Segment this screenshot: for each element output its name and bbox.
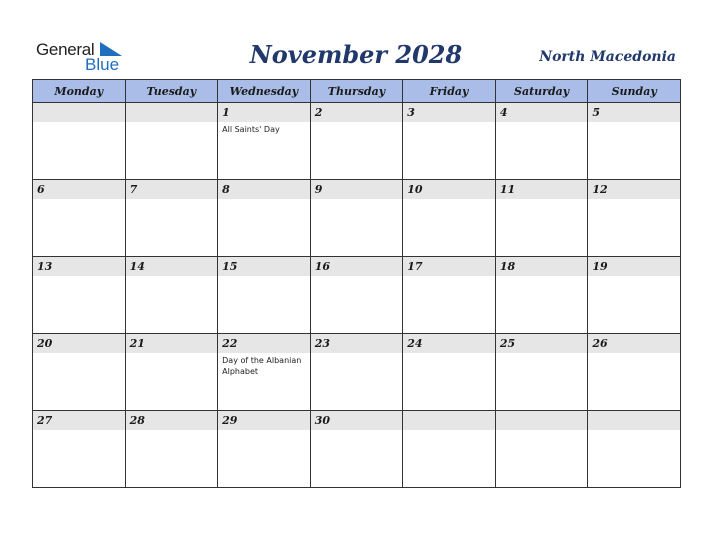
day-number: 12 (588, 180, 680, 199)
day-cell (125, 180, 218, 257)
day-cell (403, 257, 496, 334)
day-cell (33, 103, 126, 180)
day-number: 6 (33, 180, 125, 199)
day-cell (495, 257, 588, 334)
day-number: 23 (311, 334, 403, 353)
holiday-event (588, 199, 680, 201)
week-row (33, 180, 681, 257)
day-cell (495, 103, 588, 180)
day-number: 13 (33, 257, 125, 276)
holiday-event (403, 199, 495, 201)
day-number: 28 (126, 411, 218, 430)
day-number (588, 411, 680, 430)
day-number (126, 103, 218, 122)
holiday-event (403, 122, 495, 124)
holiday-event (33, 276, 125, 278)
holiday-event (311, 353, 403, 355)
day-number (33, 103, 125, 122)
day-number: 19 (588, 257, 680, 276)
holiday-event (126, 122, 218, 124)
holiday-event (126, 199, 218, 201)
holiday-event (311, 430, 403, 432)
holiday-event (588, 353, 680, 355)
holiday-event (403, 430, 495, 432)
day-number: 24 (403, 334, 495, 353)
holiday-event (496, 276, 588, 278)
weekday-monday: Monday (33, 80, 126, 103)
day-cell (495, 180, 588, 257)
holiday-event (33, 122, 125, 124)
holiday-event (496, 430, 588, 432)
day-cell (218, 257, 311, 334)
day-number: 10 (403, 180, 495, 199)
holiday-event (496, 353, 588, 355)
brand-name-blue: Blue (85, 55, 120, 74)
day-number: 20 (33, 334, 125, 353)
day-cell (588, 257, 681, 334)
day-cell (33, 411, 126, 488)
holiday-event (496, 199, 588, 201)
holiday-event (311, 122, 403, 124)
day-cell (218, 411, 311, 488)
day-number: 9 (311, 180, 403, 199)
day-number: 1 (218, 103, 310, 122)
day-number: 15 (218, 257, 310, 276)
holiday-event (403, 276, 495, 278)
week-row (33, 411, 681, 488)
holiday-event (33, 430, 125, 432)
day-cell (588, 103, 681, 180)
day-cell (218, 180, 311, 257)
day-number: 25 (496, 334, 588, 353)
brand-logo (36, 40, 136, 74)
day-number: 8 (218, 180, 310, 199)
holiday-event: Day of the Albanian Alphabet (222, 356, 302, 376)
holiday-event (311, 276, 403, 278)
day-cell (403, 103, 496, 180)
calendar-grid (32, 79, 681, 488)
holiday-event (218, 199, 310, 201)
day-number: 3 (403, 103, 495, 122)
day-number: 22 (218, 334, 310, 353)
day-cell (125, 334, 218, 411)
weekday-thursday: Thursday (310, 80, 403, 103)
day-cell (33, 334, 126, 411)
day-cell (310, 180, 403, 257)
holiday-event (588, 430, 680, 432)
day-cell (588, 334, 681, 411)
flag-triangle-icon (100, 42, 122, 56)
brand-name-general: General (36, 40, 95, 59)
day-number: 30 (311, 411, 403, 430)
calendar-title: November 2028 (249, 40, 463, 69)
day-number: 11 (496, 180, 588, 199)
holiday-event (588, 276, 680, 278)
day-number: 7 (126, 180, 218, 199)
day-number: 16 (311, 257, 403, 276)
weekday-header-row (33, 80, 681, 103)
day-cell (125, 411, 218, 488)
day-cell (310, 334, 403, 411)
day-number: 4 (496, 103, 588, 122)
day-cell (588, 411, 681, 488)
holiday-event (218, 276, 310, 278)
day-cell (310, 257, 403, 334)
day-cell (495, 411, 588, 488)
day-cell (218, 103, 311, 180)
day-cell (495, 334, 588, 411)
day-number: 14 (126, 257, 218, 276)
week-row (33, 103, 681, 180)
week-row (33, 334, 681, 411)
holiday-event (33, 353, 125, 355)
day-number (403, 411, 495, 430)
day-number: 2 (311, 103, 403, 122)
country-name: North Macedonia (539, 49, 676, 65)
day-number: 29 (218, 411, 310, 430)
holiday-event (126, 430, 218, 432)
weekday-wednesday: Wednesday (218, 80, 311, 103)
weekday-sunday: Sunday (588, 80, 681, 103)
day-cell (310, 411, 403, 488)
holiday-event (126, 353, 218, 355)
day-cell (125, 103, 218, 180)
day-cell (33, 257, 126, 334)
weekday-saturday: Saturday (495, 80, 588, 103)
day-number: 27 (33, 411, 125, 430)
day-number (496, 411, 588, 430)
weekday-tuesday: Tuesday (125, 80, 218, 103)
day-cell (588, 180, 681, 257)
day-number: 26 (588, 334, 680, 353)
weekday-friday: Friday (403, 80, 496, 103)
holiday-event (126, 276, 218, 278)
day-number: 17 (403, 257, 495, 276)
holiday-event (311, 199, 403, 201)
week-row (33, 257, 681, 334)
day-number: 5 (588, 103, 680, 122)
day-cell (310, 103, 403, 180)
day-cell (403, 180, 496, 257)
holiday-event (218, 430, 310, 432)
holiday-event (496, 122, 588, 124)
holiday-event (33, 199, 125, 201)
holiday-event (588, 122, 680, 124)
day-cell (125, 257, 218, 334)
day-cell (403, 334, 496, 411)
day-number: 18 (496, 257, 588, 276)
day-cell (403, 411, 496, 488)
day-cell (218, 334, 311, 411)
holiday-event (403, 353, 495, 355)
holiday-event: All Saints' Day (222, 125, 280, 134)
day-cell (33, 180, 126, 257)
day-number: 21 (126, 334, 218, 353)
